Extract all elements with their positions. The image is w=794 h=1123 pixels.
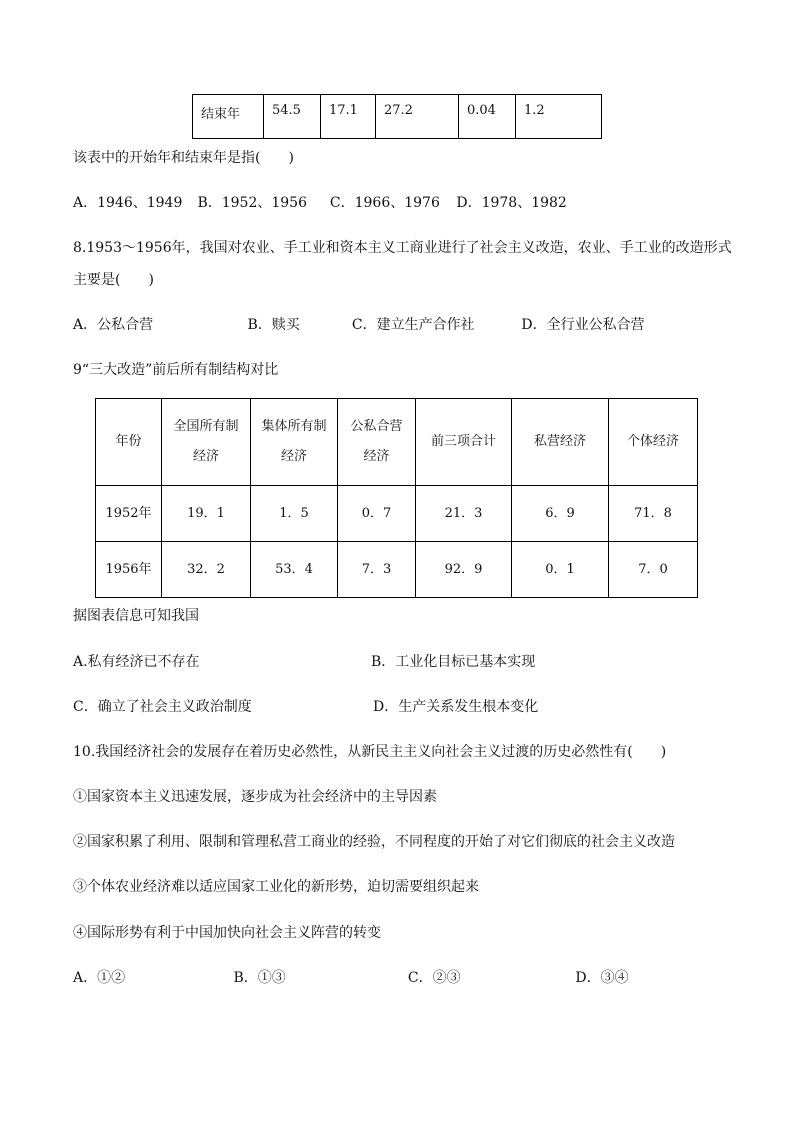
table-row (96, 542, 698, 598)
table-cell: 1952年 (96, 486, 162, 542)
statement-item: ②国家积累了利用、限制和管理私营工商业的经验，不同程度的开始了对它们彻底的社会主义改造 (73, 834, 675, 850)
table-cell: 7．0 (609, 542, 698, 598)
option-a: A.私有经济已不存在 (73, 654, 200, 670)
table-cell: 54.5 (264, 95, 321, 139)
ownership-structure-table (95, 398, 698, 598)
table-row (193, 95, 602, 139)
table-cell: 1956年 (96, 542, 162, 598)
option-d: D．1978、1982 (456, 195, 567, 211)
question-stem: 10.我国经济社会的发展存在着历史必然性，从新民主主义向社会主义过渡的历史必然性有( ) (73, 744, 667, 760)
table-header-row (96, 399, 698, 486)
header-cell: 前三项合计 (416, 399, 512, 486)
option-c: C．②③ (407, 970, 461, 986)
option-b: B．1952、1956 (197, 195, 307, 211)
question-stem: 主要是( ) (73, 272, 154, 288)
table-cell: 19．1 (162, 486, 251, 542)
option-a: A．1946、1949 (73, 195, 183, 211)
header-cell: 私营经济 (512, 399, 609, 486)
answer-options (73, 194, 567, 212)
header-cell: 年份 (96, 399, 162, 486)
table-cell: 0.04 (459, 95, 516, 139)
table-cell: 1．5 (251, 486, 338, 542)
option-d: D．生产关系发生根本变化 (373, 699, 539, 715)
question-stem: 据图表信息可知我国 (73, 608, 199, 624)
table-cell: 53．4 (251, 542, 338, 598)
table-cell: 17.1 (321, 95, 376, 139)
table-cell: 71．8 (609, 486, 698, 542)
option-c: C．建立生产合作社 (351, 317, 475, 333)
option-d: D．全行业公私合营 (521, 317, 645, 333)
option-a: A．①② (73, 970, 126, 986)
answer-options (73, 316, 645, 334)
table-cell: 结束年 (193, 95, 264, 139)
header-cell: 个体经济 (609, 399, 698, 486)
table-cell: 21．3 (416, 486, 512, 542)
option-a: A．公私合营 (73, 317, 154, 333)
statement-item: ③个体农业经济难以适应国家工业化的新形势，迫切需要组织起来 (73, 879, 479, 895)
table-cell: 92．9 (416, 542, 512, 598)
question-stem: 该表中的开始年和结束年是指( ) (73, 150, 294, 166)
table-cell: 32．2 (162, 542, 251, 598)
table-cell: 6．9 (512, 486, 609, 542)
statement-item: ①国家资本主义迅速发展，逐步成为社会经济中的主导因素 (73, 789, 437, 805)
table-cell: 0．1 (512, 542, 609, 598)
option-d: D．③④ (575, 970, 629, 986)
table-cell: 27.2 (376, 95, 459, 139)
table-row (96, 486, 698, 542)
table-cell: 1.2 (516, 95, 602, 139)
header-cell: 全国所有制 经济 (162, 399, 251, 486)
question-stem: 8.1953～1956年，我国对农业、手工业和资本主义工商业进行了社会主义改造，农业、手工业的改造形式 (73, 240, 732, 256)
option-b: B．赎买 (247, 317, 300, 333)
option-c: C．确立了社会主义政治制度 (73, 699, 252, 715)
statement-item: ④国际形势有利于中国加快向社会主义阵营的转变 (73, 925, 381, 941)
header-cell: 公私合营 经济 (338, 399, 416, 486)
header-cell: 集体所有制 经济 (251, 399, 338, 486)
table-title: 9“三大改造”前后所有制结构对比 (73, 362, 279, 378)
option-b: B．①③ (233, 970, 286, 986)
data-table-top (192, 94, 602, 139)
option-b: B．工业化目标已基本实现 (371, 654, 536, 670)
option-c: C．1966、1976 (329, 195, 440, 211)
table-cell: 0．7 (338, 486, 416, 542)
answer-options (73, 969, 629, 987)
table-cell: 7．3 (338, 542, 416, 598)
